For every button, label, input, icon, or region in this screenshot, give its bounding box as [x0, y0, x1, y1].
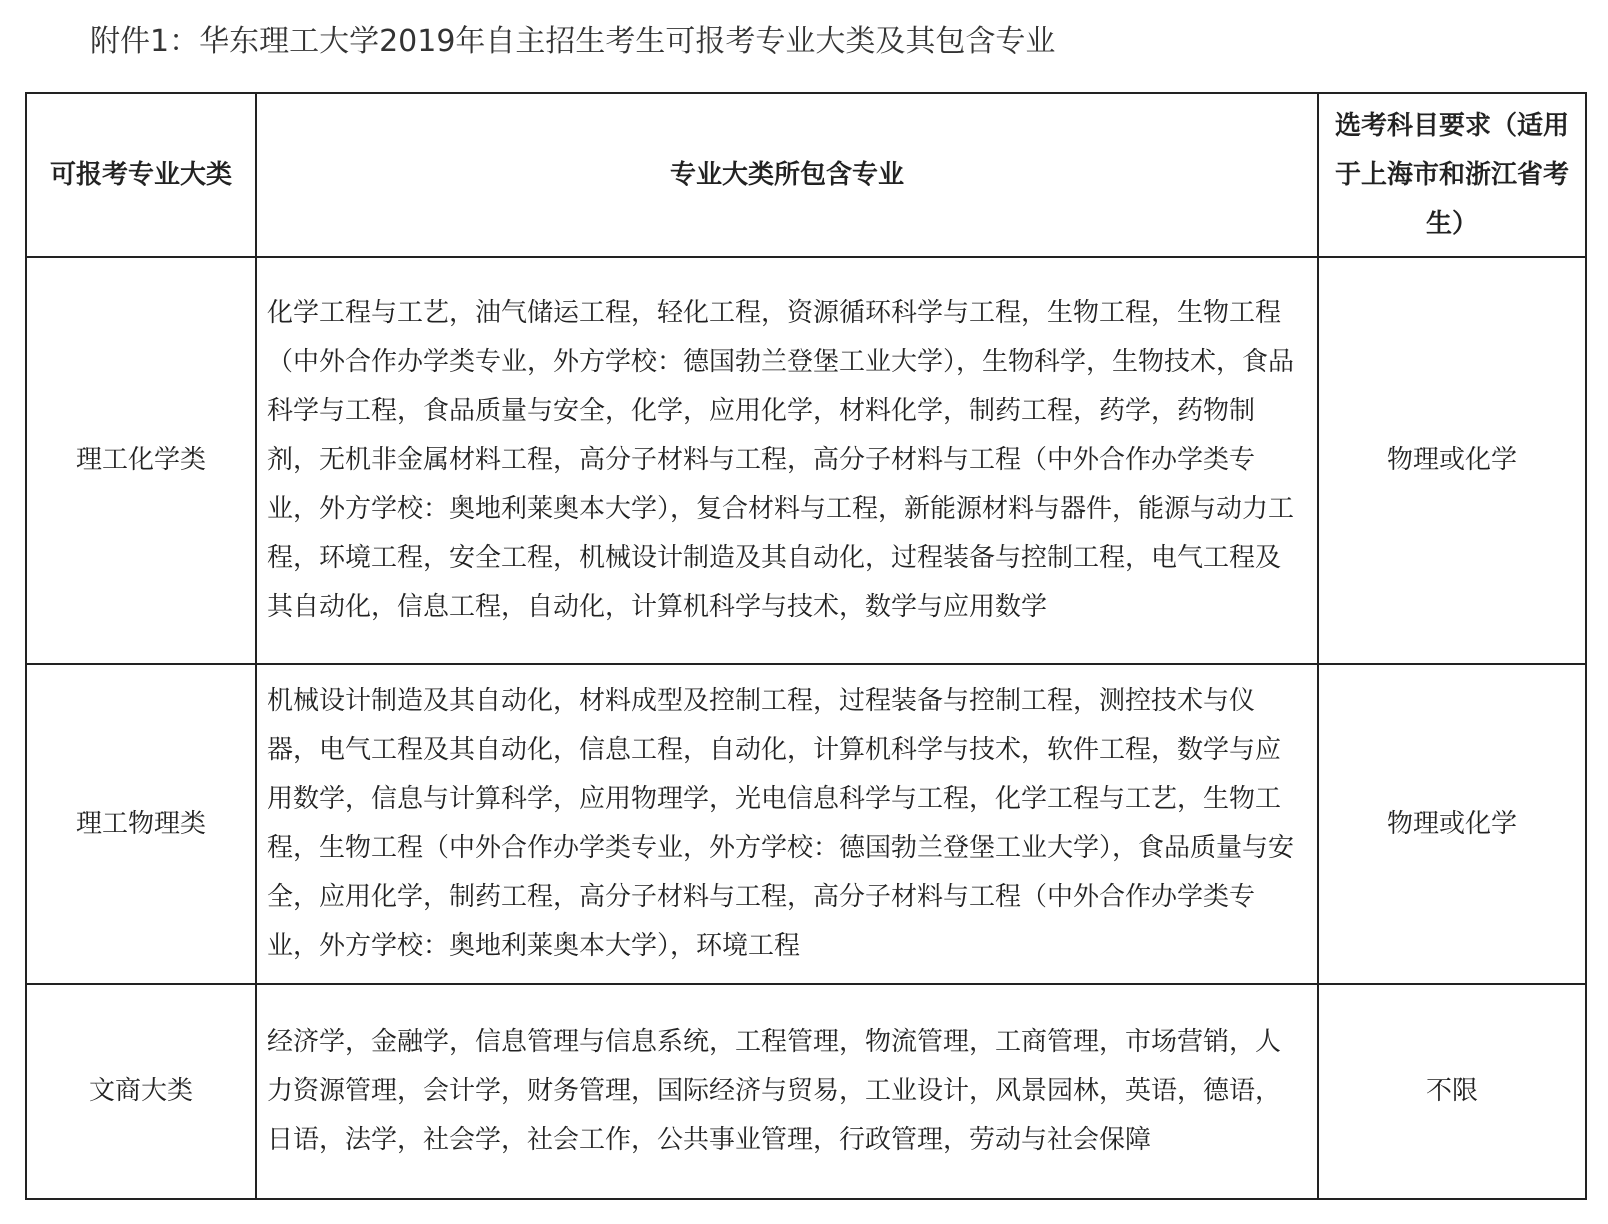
- table-header-row: [26, 93, 1586, 257]
- table-row: [26, 984, 1586, 1199]
- page-title: 附件1：华东理工大学2019年自主招生考生可报考专业大类及其包含专业: [90, 24, 1056, 59]
- majors-table: [25, 92, 1587, 1200]
- requirement-cell: 物理或化学: [1318, 257, 1586, 664]
- header-majors: 专业大类所包含专业: [256, 93, 1318, 257]
- header-category: 可报考专业大类: [26, 93, 256, 257]
- category-cell: 理工物理类: [26, 664, 256, 984]
- table-row: [26, 257, 1586, 664]
- requirement-cell: 不限: [1318, 984, 1586, 1199]
- majors-cell: 经济学，金融学，信息管理与信息系统，工程管理，物流管理，工商管理，市场营销，人力资源管理，会计学，财务管理，国际经济与贸易，工业设计，风景园林，英语，德语，日语，法学，社会学，社会工作，公共事业管理，行政管理，劳动与社会保障: [256, 984, 1318, 1199]
- requirement-cell: 物理或化学: [1318, 664, 1586, 984]
- majors-cell: 化学工程与工艺，油气储运工程，轻化工程，资源循环科学与工程，生物工程，生物工程（中外合作办学类专业，外方学校：德国勃兰登堡工业大学），生物科学，生物技术，食品科学与工程，食品质量与安全，化学，应用化学，材料化学，制药工程，药学，药物制剂，无机非金属材料工程，高分子材料与工程，高分子材料与工程（中外合作办学类专业，外方学校：奥地利莱奥本大学），复合材料与工程，新能源材料与器件，能源与动力工程，环境工程，安全工程，机械设计制造及其自动化，过程装备与控制工程，电气工程及其自动化，信息工程，自动化，计算机科学与技术，数学与应用数学: [256, 257, 1318, 664]
- category-cell: 理工化学类: [26, 257, 256, 664]
- table-row: [26, 664, 1586, 984]
- majors-cell: 机械设计制造及其自动化，材料成型及控制工程，过程装备与控制工程，测控技术与仪器，电气工程及其自动化，信息工程，自动化，计算机科学与技术，软件工程，数学与应用数学，信息与计算科学，应用物理学，光电信息科学与工程，化学工程与工艺，生物工程，生物工程（中外合作办学类专业，外方学校：德国勃兰登堡工业大学），食品质量与安全，应用化学，制药工程，高分子材料与工程，高分子材料与工程（中外合作办学类专业，外方学校：奥地利莱奥本大学），环境工程: [256, 664, 1318, 984]
- category-cell: 文商大类: [26, 984, 256, 1199]
- header-requirement: 选考科目要求（适用于上海市和浙江省考生）: [1318, 93, 1586, 257]
